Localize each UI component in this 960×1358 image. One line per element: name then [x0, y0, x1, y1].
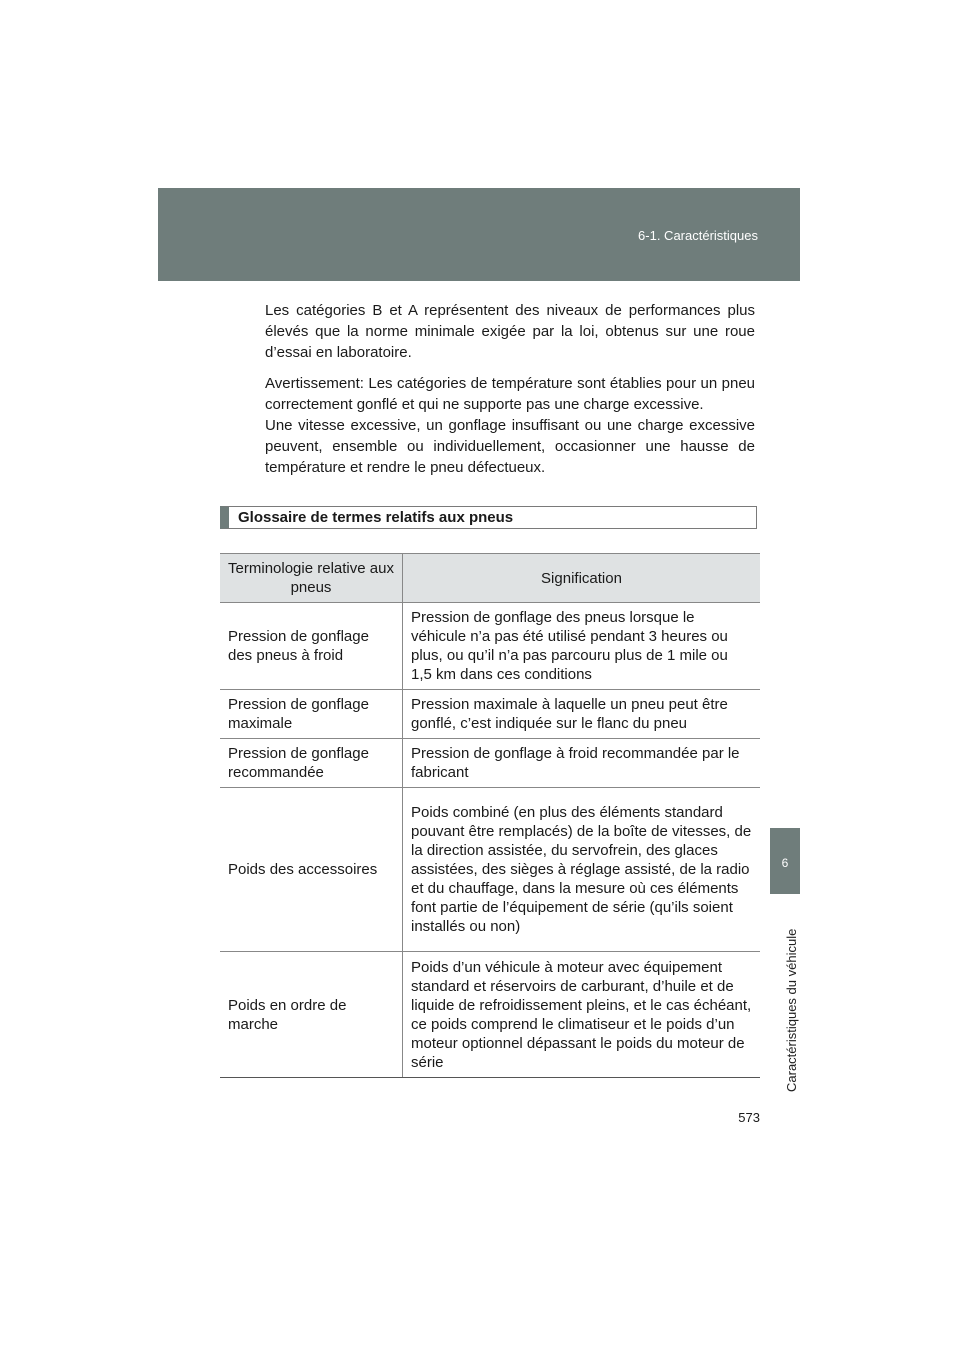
column-header-term: Terminologie relative aux pneus: [220, 554, 403, 603]
chapter-tab: [770, 828, 800, 894]
table-row: [220, 952, 760, 1078]
table-row: [220, 739, 760, 788]
term-cell: Poids en ordre de marche: [220, 952, 403, 1078]
intro-text: [265, 300, 755, 488]
term-cell: Poids des accessoires: [220, 788, 403, 952]
table-row: [220, 788, 760, 952]
chapter-number: 6: [781, 856, 789, 870]
intro-paragraph: Les catégories B et A représentent des niveaux de performances plus élevés que la norme minimale exigée par la loi, obtenus sur une roue d’essai en laboratoire.: [265, 302, 755, 361]
table-header-row: [220, 554, 760, 603]
section-title: 6-1. Caractéristiques: [638, 228, 758, 243]
table-row: [220, 603, 760, 690]
term-cell: Pression de gonflage recommandée: [220, 739, 403, 788]
chapter-title: Caractéristiques du véhicule: [784, 928, 799, 1092]
glossary-table: [220, 553, 760, 1078]
meaning-cell: Pression maximale à laquelle un pneu peut être gonflé, c’est indiquée sur le flanc du pneu: [403, 690, 761, 739]
table-row: [220, 690, 760, 739]
header-band: [158, 188, 800, 281]
column-header-meaning: Signification: [403, 554, 761, 603]
glossary-heading: Glossaire de termes relatifs aux pneus: [220, 506, 757, 529]
page-number: 573: [738, 1110, 760, 1125]
meaning-cell: Pression de gonflage à froid recommandée par le fabricant: [403, 739, 761, 788]
meaning-cell: Poids d’un véhicule à moteur avec équipement standard et réservoirs de carburant, d’huile et de liquide de refroidissement pleins, et le cas échéant, ce poids comprend le climatiseur et le poids d’un moteur optionnel dépassant le poids du moteur de série: [403, 952, 761, 1078]
meaning-cell: Pression de gonflage des pneus lorsque le véhicule n’a pas été utilisé pendant 3 heures ou plus, ou qu’il n’a pas parcouru plus de 1 mile ou 1,5 km dans ces conditions: [403, 603, 761, 690]
warning-paragraph-continued: Une vitesse excessive, un gonflage insuffisant ou une charge excessive peuvent, ensemble ou individuellement, occasionner une hausse de température et rendre le pneu défectueux.: [265, 417, 755, 476]
term-cell: Pression de gonflage maximale: [220, 690, 403, 739]
term-cell: Pression de gonflage des pneus à froid: [220, 603, 403, 690]
meaning-cell: Poids combiné (en plus des éléments standard pouvant être remplacés) de la boîte de vitesses, de la direction assistée, du servofrein, des glaces assistées, des sièges à réglage assisté, de la radio et du chauffage, dans la mesure où ces éléments font partie de l’équipement de série (qu’ils soient installés ou non): [403, 788, 761, 952]
warning-paragraph: Avertissement: Les catégories de température sont établies pour un pneu correctement gonflé et qui ne supporte pas une charge excessive.: [265, 375, 755, 413]
